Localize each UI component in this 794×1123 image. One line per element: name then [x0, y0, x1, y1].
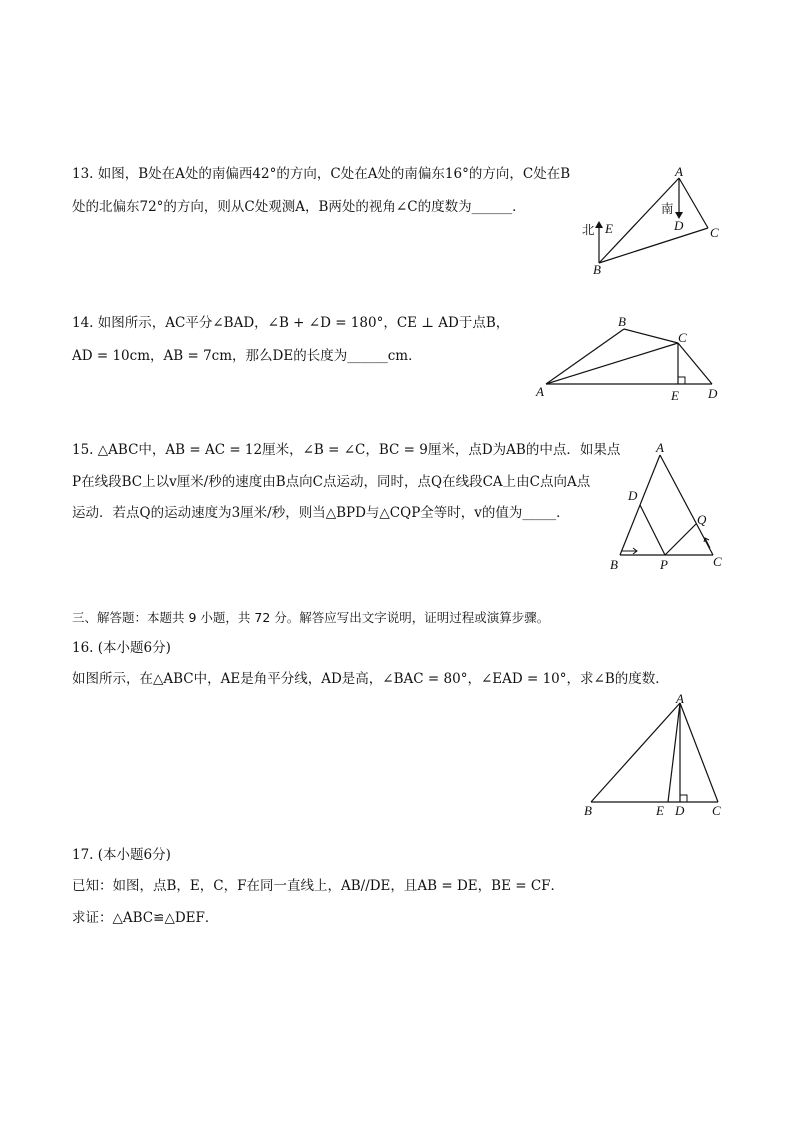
q14-label-b: B [618, 314, 626, 329]
q14-label-e: E [671, 388, 679, 403]
q13-figure [578, 162, 728, 277]
q15-label-d: D [628, 488, 638, 503]
q14-label-a: A [536, 384, 544, 399]
q14-figure [532, 312, 727, 404]
q14-label-c: C [678, 330, 687, 345]
q15-label-c: C [713, 554, 722, 569]
q13-label-south: 南 [661, 201, 674, 216]
q13-label-north: 北 [582, 222, 595, 237]
q16-label-b: B [584, 803, 592, 818]
q15-text-line1: 15. △ABC中，AB = AC = 12厘米，∠B = ∠C，BC = 9厘米，点D为AB的中点．如果点 [72, 442, 621, 458]
q16-title: 16. (本小题6分) [72, 640, 171, 656]
q16-label-a: A [676, 692, 684, 706]
q13-label-d: D [674, 218, 684, 233]
q16-label-e: E [656, 803, 664, 818]
q16-text: 如图所示，在△ABC中，AE是角平分线，AD是高，∠BAC = 80°，∠EAD = 10°，求∠B的度数． [72, 671, 669, 687]
q17-text-line1: 已知：如图，点B，E，C，F在同一直线上，AB//DE，且AB = DE，BE = CF． [72, 878, 565, 894]
q13-label-b: B [593, 262, 601, 277]
q15-label-b: B [610, 557, 618, 572]
q13-label-a: A [675, 164, 683, 179]
q15-label-q: Q [697, 512, 707, 527]
q16-label-d: D [675, 803, 685, 818]
q13-text-line2: 处的北偏东72°的方向，则从C处观测A，B两处的视角∠C的度数为______． [72, 199, 526, 215]
q15-label-p: P [660, 557, 668, 572]
q15-text-line2: P在线段BC上以v厘米/秒的速度由B点向C点运动，同时，点Q在线段CA上由C点向A点 [72, 474, 591, 490]
q13-label-c: C [710, 225, 719, 240]
q16-label-c: C [712, 803, 721, 818]
q15-label-a: A [656, 440, 664, 455]
section3-heading: 三、解答题：本题共 9 小题，共 72 分。解答应写出文字说明，证明过程或演算步骤。 [72, 610, 550, 625]
q17-title: 17. (本小题6分) [72, 847, 171, 863]
q14-text-line2: AD = 10cm，AB = 7cm，那么DE的长度为______cm． [72, 348, 422, 364]
q13-text-line1: 13. 如图，B处在A处的南偏西42°的方向，C处在A处的南偏东16°的方向，C处在B [72, 166, 571, 182]
q15-figure [604, 438, 729, 576]
q17-text-line2: 求证：△ABC≌△DEF． [72, 910, 219, 926]
q16-figure [580, 692, 728, 820]
q13-label-e: E [605, 221, 613, 236]
q14-text-line1: 14. 如图所示，AC平分∠BAD，∠B + ∠D = 180°，CE ⊥ AD于点B， [72, 315, 510, 331]
q15-text-line3: 运动．若点Q的运动速度为3厘米/秒，则当△BPD与△CQP全等时，v的值为_____． [72, 505, 570, 521]
q14-label-d: D [708, 386, 718, 401]
